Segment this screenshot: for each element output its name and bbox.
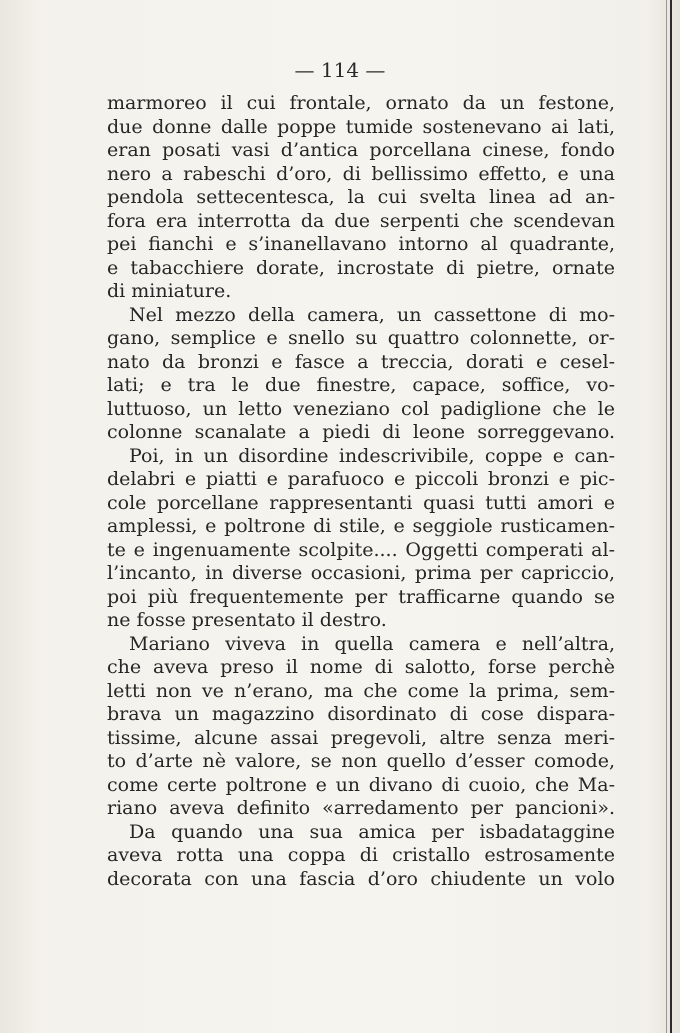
text-line: colonne scanalate a piedi di leone sorreggevano. xyxy=(107,421,615,443)
text-line: te e ingenuamente scolpite.... Oggetti comperati al- xyxy=(107,538,615,561)
text-line: pei fianchi e s’inanellavano intorno al quadrante, xyxy=(107,233,615,255)
page-number: — 114 — xyxy=(294,58,386,82)
text-line: di miniature. xyxy=(107,280,232,302)
text-line: nato da bronzi e fasce a treccia, dorati e cesel- xyxy=(107,350,615,373)
text-line: to d’arte nè valore, se non quello d’esser comode, xyxy=(107,750,615,772)
text-line: nero a rabeschi d’oro, di bellissimo effetto, e una xyxy=(107,162,615,185)
text-line: letti non ve n’erano, ma che come la prima, sem- xyxy=(107,679,615,702)
text-line: Poi, in un disordine indescrivibile, coppe e can- xyxy=(129,444,615,467)
text-line: tissime, alcune assai pregevoli, altre senza meri- xyxy=(107,726,615,749)
text-line: decorata con una fascia d’oro chiudente un volo xyxy=(107,867,615,890)
text-line: due donne dalle poppe tumide sostenevano ai lati, xyxy=(107,115,615,138)
text-line: Da quando una sua amica per isbadataggine xyxy=(129,820,615,843)
text-line: delabri e piatti e parafuoco e piccoli bronzi e pic- xyxy=(107,468,615,490)
text-line: e tabacchiere dorate, incrostate di pietre, ornate xyxy=(107,256,615,279)
text-line: lati; e tra le due finestre, capace, soffice, vo- xyxy=(107,374,615,396)
text-line: fora era interrotta da due serpenti che scendevan xyxy=(107,209,615,232)
text-line: marmoreo il cui frontale, ornato da un festone, xyxy=(107,92,615,114)
text-line: riano aveva definito «arredamento per pancioni». xyxy=(107,797,615,819)
body-text xyxy=(107,92,615,891)
text-line: Nel mezzo della camera, un cassettone di mo- xyxy=(129,303,615,326)
text-line: come certe poltrone e un divano di cuoio, che Ma- xyxy=(107,773,615,796)
text-line: gano, semplice e snello su quattro colonnette, or- xyxy=(107,327,615,349)
text-line: Mariano viveva in quella camera e nell’altra, xyxy=(129,632,615,655)
text-line: eran posati vasi d’antica porcellana cinese, fondo xyxy=(107,139,615,161)
text-line: pendola settecentesca, la cui svelta linea ad an- xyxy=(107,186,615,208)
text-line: che aveva preso il nome di salotto, forse perchè xyxy=(107,656,615,678)
text-line: ne fosse presentato il destro. xyxy=(107,609,387,631)
text-line: aveva rotta una coppa di cristallo estrosamente xyxy=(107,844,615,866)
text-line: poi più frequentemente per trafficarne quando se xyxy=(107,585,615,608)
page-edge xyxy=(670,0,672,1033)
text-line: cole porcellane rappresentanti quasi tutti amori e xyxy=(107,491,615,514)
text-line: luttuoso, un letto veneziano col padiglione che le xyxy=(107,397,615,420)
text-line: l’incanto, in diverse occasioni, prima per capriccio, xyxy=(107,562,615,584)
text-line: amplessi, e poltrone di stile, e seggiole rusticamen- xyxy=(107,515,615,537)
text-line: brava un magazzino disordinato di cose dispara- xyxy=(107,703,615,725)
page-edge-shadow xyxy=(666,0,667,1033)
